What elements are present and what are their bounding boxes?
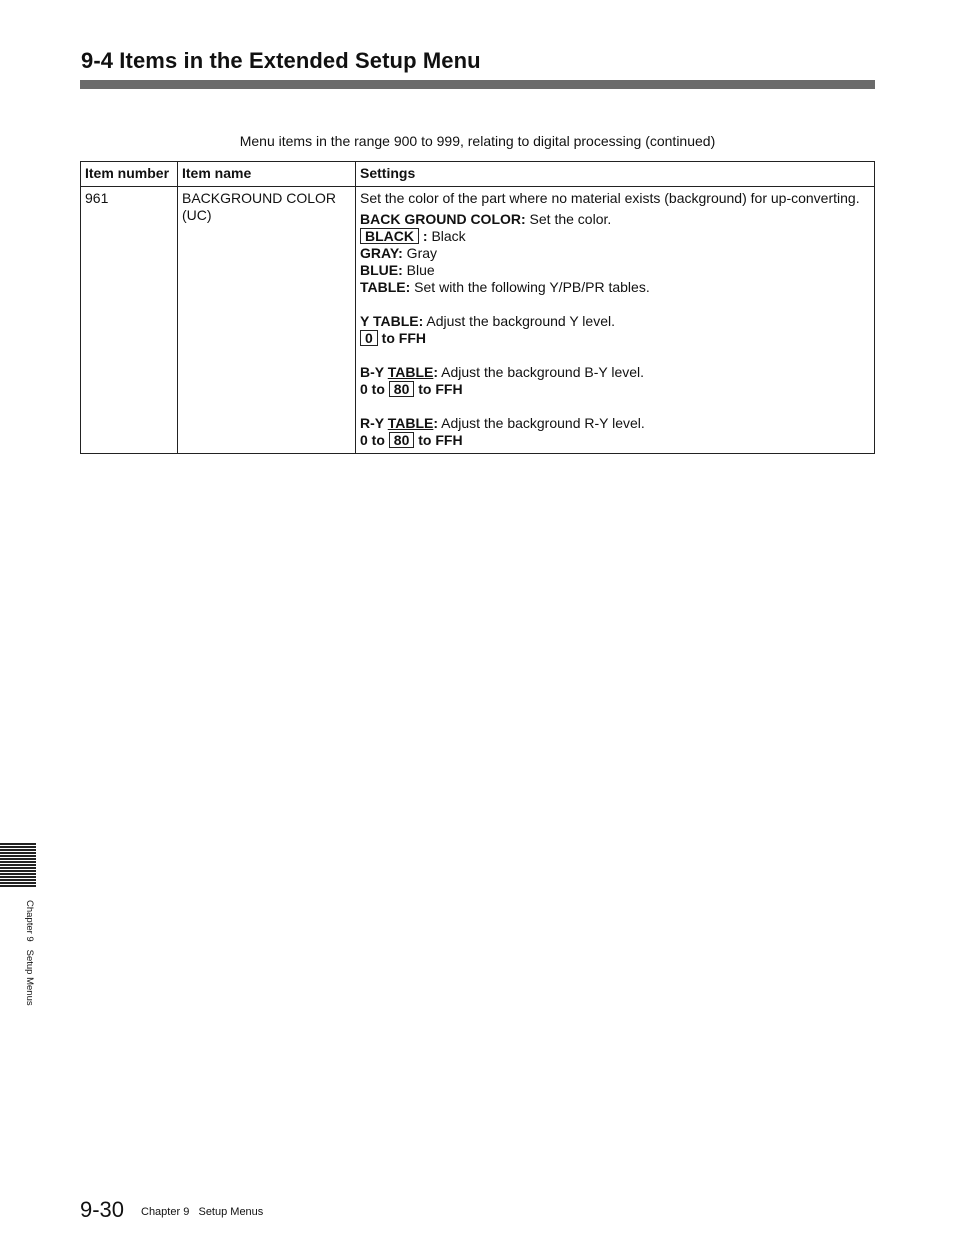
by-table-desc: Adjust the background B-Y level. — [438, 364, 645, 380]
table-header-row — [81, 162, 875, 187]
back-ground-color-line — [360, 211, 870, 228]
black-separator: : — [419, 228, 428, 244]
title-rule — [80, 80, 875, 89]
ry-table-label — [360, 415, 438, 431]
y-table-range — [360, 330, 870, 347]
item-name-cell: BACKGROUND COLOR (UC) — [178, 187, 356, 454]
by-table-label-colon: : — [433, 364, 439, 380]
ry-table-label-underlined: TABLE — [387, 415, 434, 431]
ry-table-range-suffix: to FFH — [414, 432, 463, 448]
by-table-range-suffix: to FFH — [414, 381, 463, 397]
table-row — [81, 187, 875, 454]
ry-table-label-prefix: R-Y — [360, 415, 388, 431]
header-item-name: Item name — [178, 162, 356, 187]
chapter-tab-marker — [0, 843, 36, 888]
settings-cell — [356, 187, 875, 454]
ry-table-label-colon: : — [433, 415, 439, 431]
by-table-range-prefix: 0 to — [360, 381, 389, 397]
blue-option-line — [360, 262, 870, 279]
blue-desc: Blue — [402, 262, 435, 278]
spacer — [360, 296, 870, 313]
y-table-default-box: 0 — [360, 330, 378, 346]
by-table-range — [360, 381, 870, 398]
header-settings: Settings — [356, 162, 875, 187]
ry-table-default-box: 80 — [389, 432, 415, 448]
gray-option-line — [360, 245, 870, 262]
black-option-line — [360, 228, 870, 245]
back-ground-color-label: BACK GROUND COLOR: — [360, 211, 526, 227]
table-option-desc: Set with the following Y/PB/PR tables. — [410, 279, 650, 295]
black-desc: Black — [427, 228, 466, 244]
ry-table-line — [360, 415, 870, 432]
item-number-cell: 961 — [81, 187, 178, 454]
by-table-label-prefix: B-Y — [360, 364, 388, 380]
footer-chapter-label: Chapter 9 Setup Menus — [141, 1206, 264, 1218]
ry-table-range — [360, 432, 870, 449]
y-table-label: Y TABLE: — [360, 313, 424, 329]
table-option-label: TABLE: — [360, 279, 411, 295]
table-option-line — [360, 279, 870, 296]
by-table-line — [360, 364, 870, 381]
y-table-line — [360, 313, 870, 330]
blue-label: BLUE: — [360, 262, 403, 278]
y-table-range-suffix: to FFH — [377, 330, 427, 346]
by-table-label-underlined: TABLE — [387, 364, 434, 380]
spacer — [360, 398, 870, 415]
header-item-number: Item number — [81, 162, 178, 187]
y-table-desc: Adjust the background Y level. — [423, 313, 615, 329]
page-number: 9-30 — [80, 1197, 125, 1222]
side-chapter-label: Chapter 9 Setup Menus — [24, 900, 35, 1006]
table-caption: Menu items in the range 900 to 999, relating to digital processing (continued) — [239, 133, 716, 149]
ry-table-desc: Adjust the background R-Y level. — [438, 415, 645, 431]
gray-label: GRAY: — [360, 245, 403, 261]
by-table-default-box: 80 — [389, 381, 415, 397]
ry-table-range-prefix: 0 to — [360, 432, 389, 448]
menu-items-table — [80, 161, 875, 454]
black-default-box: BLACK — [360, 228, 419, 244]
section-title: 9-4 Items in the Extended Setup Menu — [81, 48, 481, 73]
by-table-label — [360, 364, 438, 380]
gray-desc: Gray — [402, 245, 438, 261]
settings-intro: Set the color of the part where no material exists (background) for up-converting. — [360, 190, 860, 206]
back-ground-color-desc: Set the color. — [525, 211, 612, 227]
spacer — [360, 347, 870, 364]
